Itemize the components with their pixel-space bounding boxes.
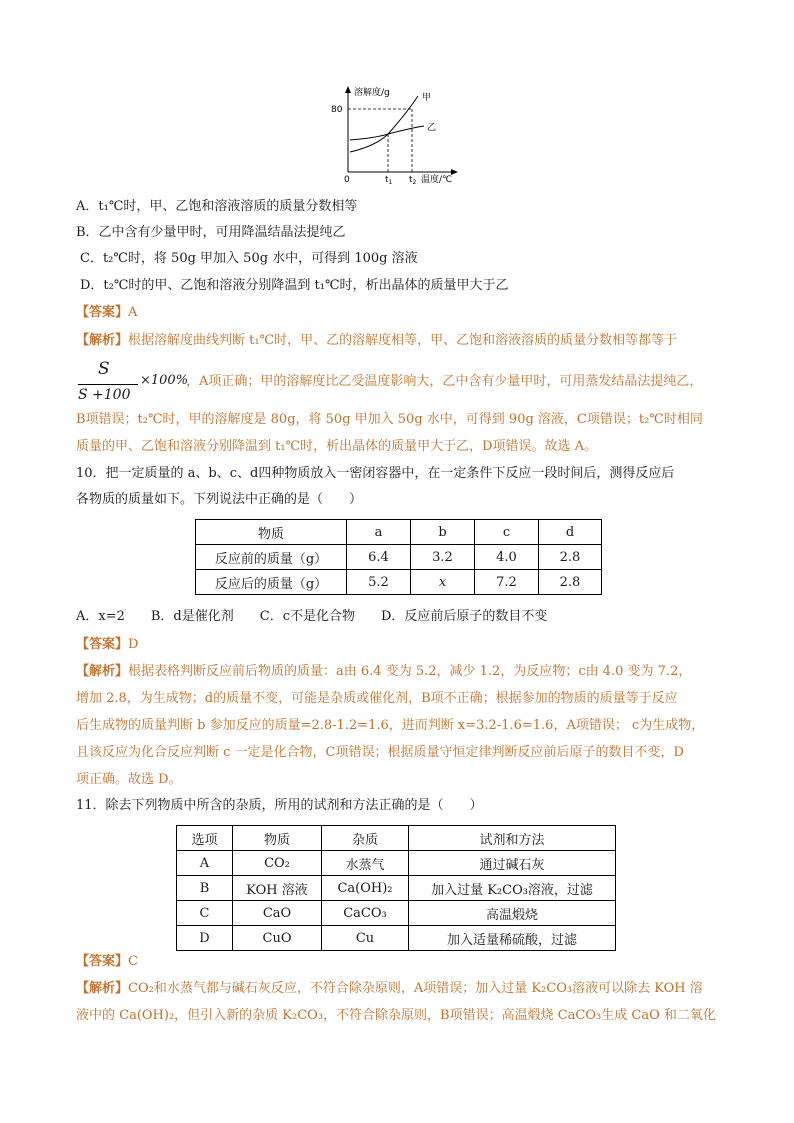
q10-analysis-line4: 且该反应为化合反应判断 c 一定是化合物，C项错误；根据质量守恒定律判断反应前后原子的数目不变，D (76, 745, 684, 760)
solubility-chart (326, 84, 466, 184)
q10-stem-line2: 各物质的质量如下。下列说法中正确的是（ ） (76, 492, 363, 507)
table-row: D CuO Cu 加入适量稀硫酸，过滤 (177, 926, 616, 951)
answer-value: A (128, 305, 138, 320)
series-label-jia: 甲 (422, 93, 432, 103)
q10-analysis-line3: 后生成物的质量判断 b 参加反应的质量=2.8-1.2=1.6，进而判断 x=3.2-1.6=1.6，A项错误； c为生成物， (76, 718, 705, 733)
q9-analysis-line4: 质量的甲、乙饱和溶液分别降温到 t₁℃时，析出晶体的质量甲大于乙，D项错误。故选 A。 (76, 439, 598, 454)
table-header-cell: b (411, 520, 475, 545)
x-tick-t2: $t_2$ (409, 175, 417, 184)
table-header-cell: a (347, 520, 411, 545)
y-axis-arrow (345, 86, 351, 93)
q10-table (195, 519, 602, 595)
q10-analysis-line1: 【解析】根据表格判断反应前后物质的质量：a由 6.4 变为 5.2，减少 1.2，为反应物；c由 4.0 变为 7.2， (76, 664, 692, 679)
q10-answer: 【答案】D (76, 637, 139, 652)
y-tick-80: 80 (331, 105, 343, 115)
series-label-yi: 乙 (427, 123, 437, 133)
q10-stem-line1: 10．把一定质量的 a、b、c、d四种物质放入一密闭容器中，在一定条件下反应一段时间后，测得反应后 (76, 466, 675, 481)
analysis-tag: 【解析】 (76, 333, 129, 348)
q9-option-b: B．乙中含有少量甲时，可用降温结晶法提纯乙 (76, 225, 346, 240)
table-header-cell: d (539, 520, 602, 545)
curve-yi (350, 126, 424, 140)
table-row: 反应前的质量（g） 6.4 3.2 4.0 2.8 (196, 545, 602, 570)
q11-stem: 11．除去下列物质中所含的杂质，所用的试剂和方法正确的是（ ） (76, 798, 483, 813)
q10-analysis-line5: 项正确。故选 D。 (76, 772, 182, 787)
q11-analysis-line1: 【解析】CO₂和水蒸气都与碱石灰反应，不符合除杂原则，A项错误；加入过量 K₂CO₃溶液可以除去 KOH 溶 (76, 981, 703, 996)
fraction-formula (76, 359, 189, 409)
table-row: C CaO CaCO₃ 高温煅烧 (177, 901, 616, 926)
x-tick-t1: $t_1$ (385, 175, 393, 184)
q9-option-d: D．t₂℃时的甲、乙饱和溶液分别降温到 t₁℃时，析出晶体的质量甲大于乙 (80, 278, 509, 293)
q10-options: A．x=2 B．d是催化剂 C．c不是化合物 D．反应前后原子的数目不变 (76, 609, 548, 624)
q9-analysis-line1: 【解析】根据溶解度曲线判断 t₁℃时，甲、乙的溶解度相等，甲、乙饱和溶液溶质的质量分数相等都等于 (76, 333, 678, 348)
table-row: A CO₂ 水蒸气 通过碱石灰 (177, 851, 616, 876)
q9-option-c: C．t₂℃时，将 50g 甲加入 50g 水中，可得到 100g 溶液 (80, 251, 418, 266)
fraction-tail: ×100% (140, 373, 189, 388)
origin-label: 0 (344, 175, 350, 184)
curve-jia (350, 96, 418, 152)
q9-analysis-line2: ，A项正确；甲的溶解度比乙受温度影响大，乙中含有少量甲时，可用蒸发结晶法提纯乙， (186, 374, 703, 389)
answer-tag: 【答案】 (76, 305, 129, 320)
fraction-numerator: S (98, 359, 110, 379)
x-axis-label: 温度/℃ (421, 175, 453, 184)
table-row: 反应后的质量（g） 5.2 x 7.2 2.8 (196, 570, 602, 595)
table-row: B KOH 溶液 Ca(OH)₂ 加入过量 K₂CO₃溶液，过滤 (177, 876, 616, 901)
table-header-cell: 物质 (196, 520, 347, 545)
q9-answer (76, 304, 137, 322)
table-header-cell: c (475, 520, 539, 545)
q11-analysis-line2: 液中的 Ca(OH)₂，但引入新的杂质 K₂CO₃，不符合除杂原则，B项错误；高温煅烧 CaCO₃生成 CaO 和二氧化 (76, 1008, 716, 1023)
q10-analysis-line2: 增加 2.8，为生成物；d的质量不变，可能是杂质或催化剂，B项不正确；根据参加的物质的质量等于反应 (76, 691, 678, 706)
q11-answer: 【答案】C (76, 954, 138, 969)
fraction-denominator: S +100 (78, 387, 131, 403)
q9-option-a: A．t₁℃时，甲、乙饱和溶液溶质的质量分数相等 (76, 199, 358, 214)
q11-table: 选项 物质 杂质 试剂和方法 A CO₂ 水蒸气 通过碱石灰 B KOH 溶液 Ca(OH)₂ 加入过量 K₂CO₃溶液，过滤 C CaO CaCO₃ 高温煅烧 D CuO Cu 加入适量稀硫酸，过滤 (176, 825, 616, 951)
y-axis-label: 溶解度/g (354, 88, 390, 98)
q9-analysis-line3: B项错误；t₂℃时，甲的溶解度是 80g，将 50g 甲加入 50g 水中，可得到 90g 溶液，C项错误；t₂℃时相同 (76, 412, 703, 427)
